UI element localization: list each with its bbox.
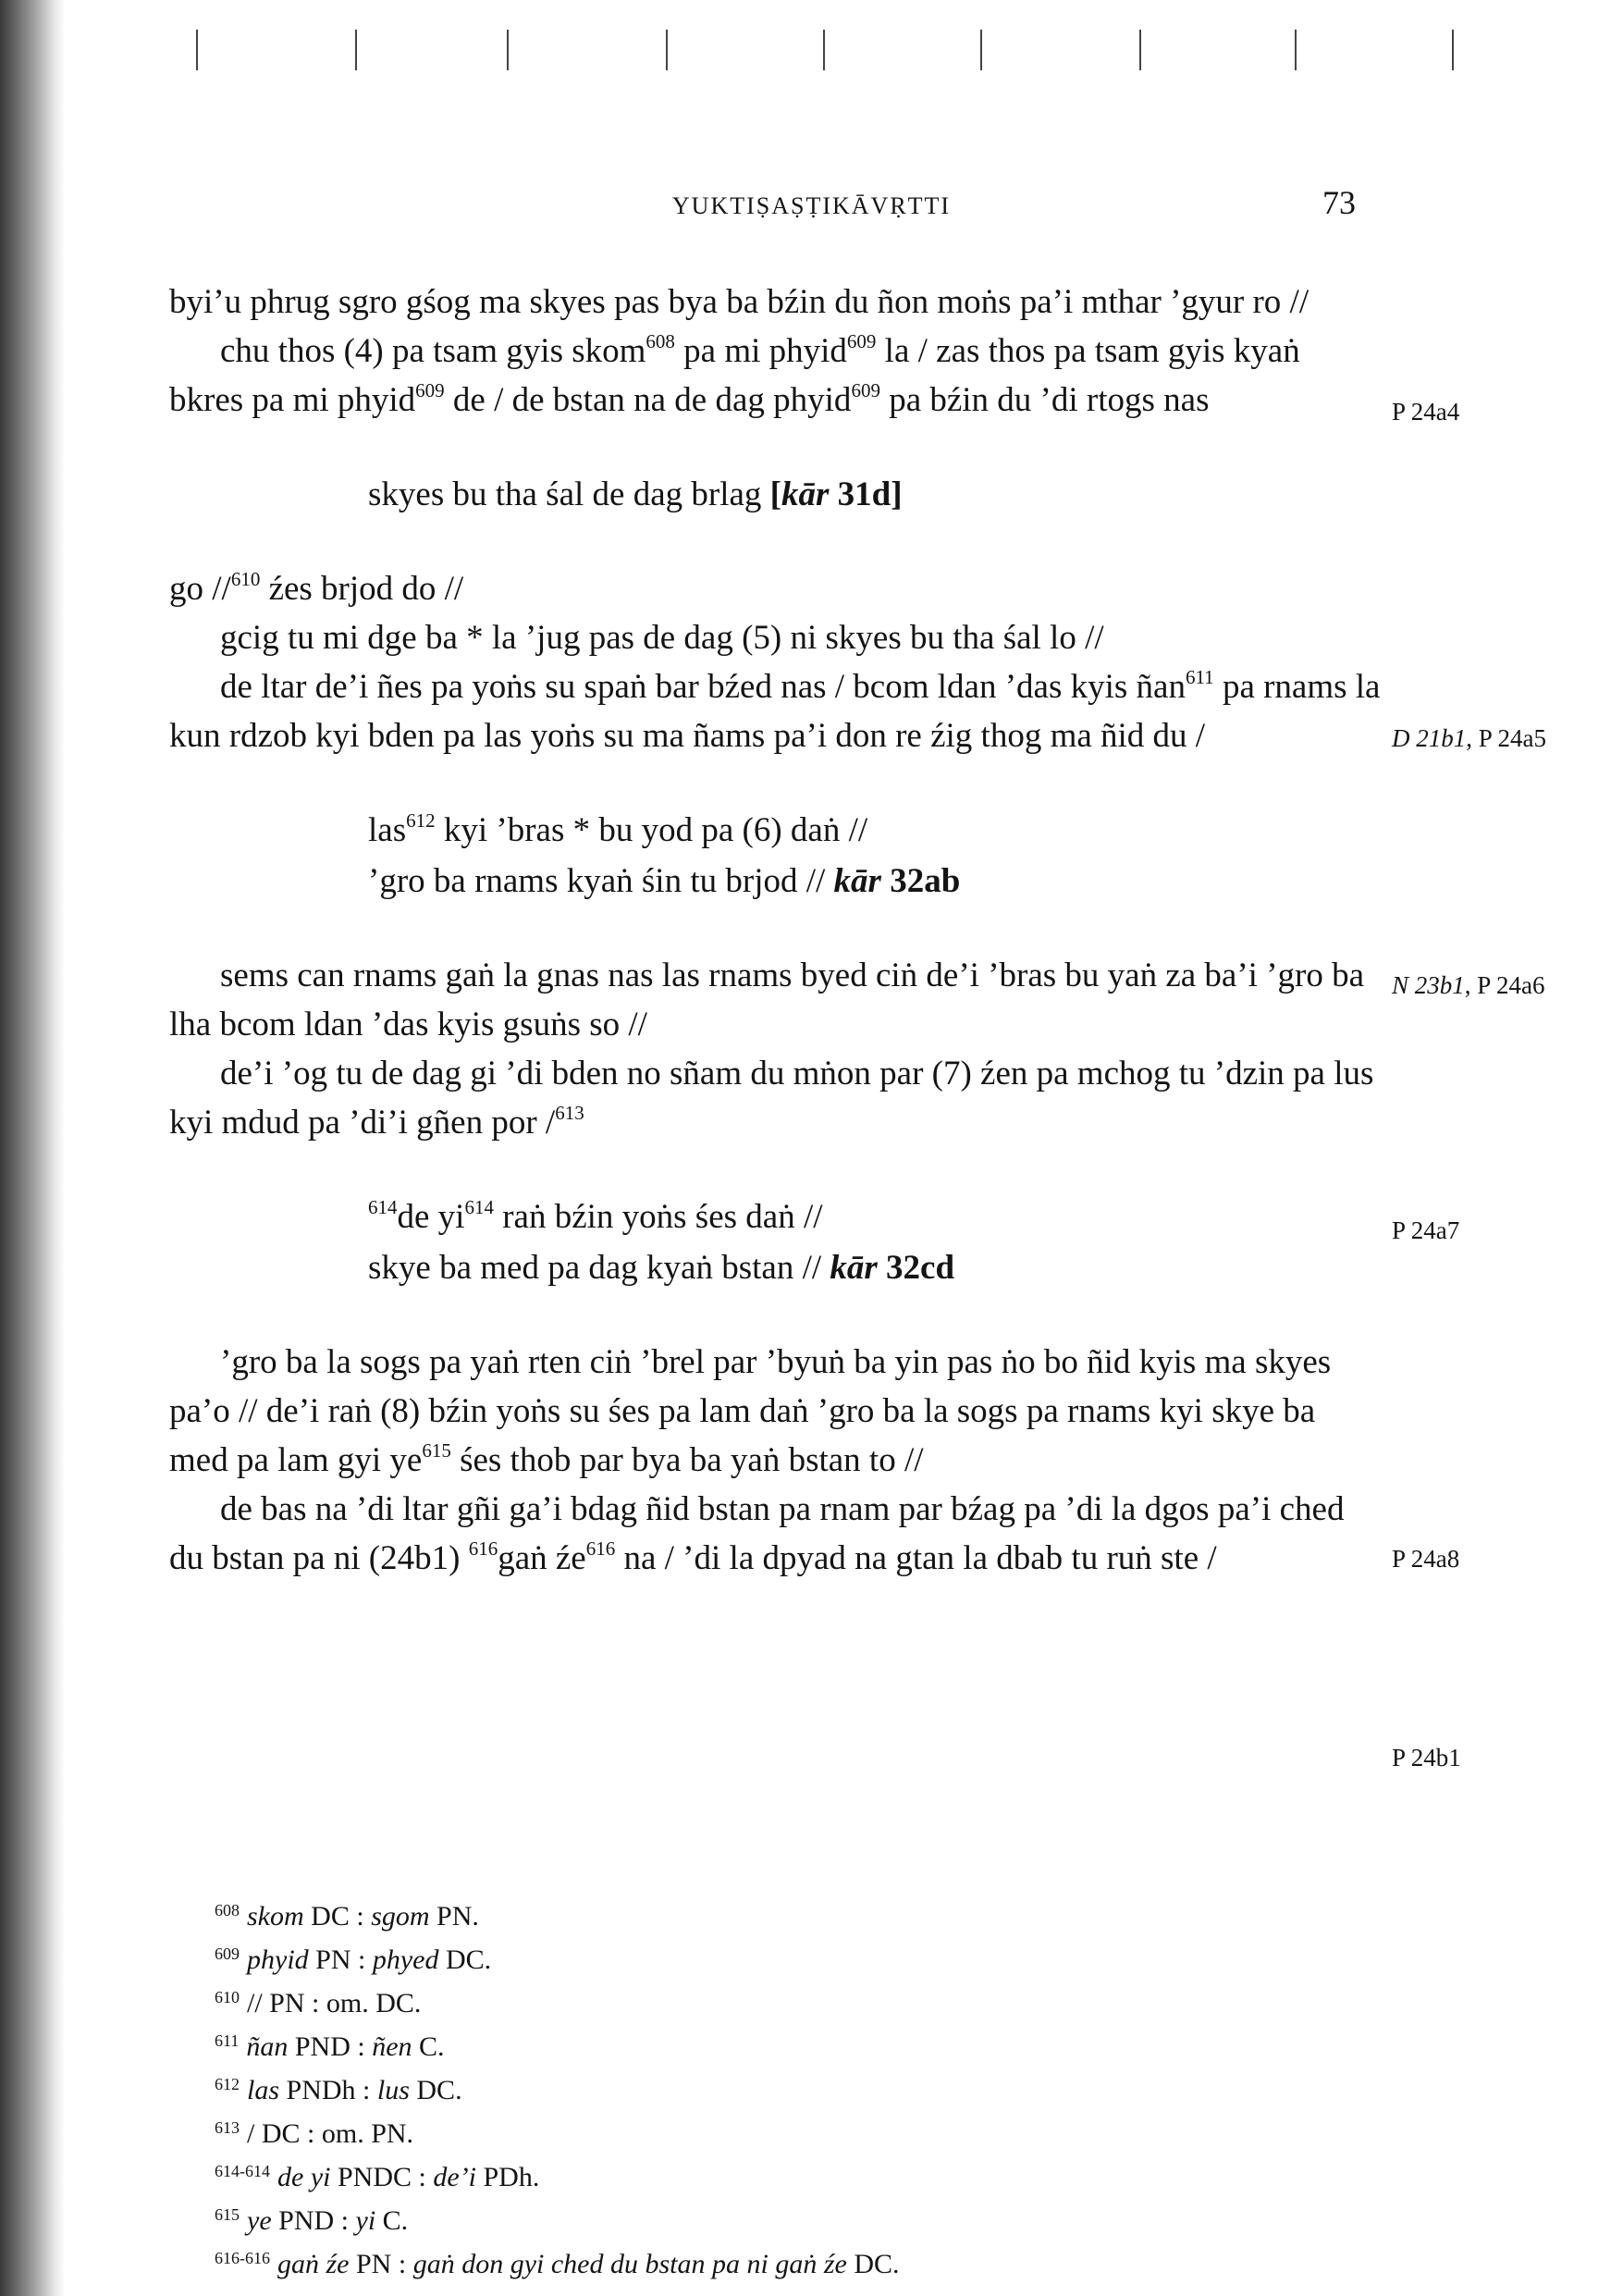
margin-folio-ref: P 24a4 (1392, 398, 1460, 426)
margin-folio-ref: D 21b1, P 24a5 (1392, 724, 1546, 752)
verse-line: $^{614}$de $yi^{614}$ raṅ bźin yoṅs śes daṅ // (368, 1196, 823, 1236)
footnote-ref: 615 (422, 1439, 451, 1462)
paragraph: sems can rnams gaṅ la gnas nas las rnams byed ciṅ de’i ’bras bu yaṅ za ba’i ’gro ba lha bcom ldan ’das kyis gsuṅs so // (169, 957, 1365, 1043)
verse-line: skyes bu tha śal de dag brlag [kār 31d] (368, 475, 903, 513)
ruler-tick (355, 30, 357, 70)
paragraph: byi’u phrug sgro gśog ma skyes pas bya ba bźin du ñon moṅs pa’i mthar ’gyur ro // (169, 283, 1309, 321)
footnote-ref: 612 (406, 809, 436, 832)
margin-folio-ref: P 24a8 (1392, 1545, 1460, 1573)
footnote: $^{608}$ skom DC : sgom PN. (215, 1901, 479, 1932)
ruler-tick (823, 30, 825, 70)
footnote: $^{612}$ las PNDh : lus DC. (215, 2075, 462, 2105)
paragraph: de bas na ’di ltar gñi ga’i bdag ñid bstan pa rnam par bźag pa ’di la dgos pa’i ched du bstan pa ni (24b1) $^{616}$gaṅ $źe^{616}$ na / ’di la dpyad na gtan la dbab tu ruṅ ste / (169, 1490, 1345, 1577)
footnote-ref: 609 (415, 379, 445, 401)
footnotes (215, 1892, 900, 2283)
page-number: 73 (1322, 184, 1356, 221)
paragraph: ’gro ba la sogs pa yaṅ rten ciṅ ’brel par ’byuṅ ba yin pas ṅo bo ñid kyis ma skyes pa’o // de’i raṅ (8) bźin yoṅs su śes pa lam daṅ ’gro ba la sogs pa rnams kyi skye ba med pa lam gyi $ye^{615}$ śes thob par bya ba yaṅ bstan to // (169, 1343, 1332, 1479)
footnote-ref: 611 (1185, 666, 1214, 688)
ruler-tick (196, 30, 198, 70)
footnote-ref: 613 (555, 1102, 584, 1124)
footnote-ref: 616 (585, 1537, 616, 1560)
ruler-tick (507, 30, 509, 70)
margin-folio-ref: P 24a7 (1392, 1216, 1460, 1244)
footnote-ref: 609 (846, 330, 877, 352)
footnote: $^{610}$ // PN : om. DC. (215, 1988, 422, 2018)
verse-line: skye ba med pa dag kyaṅ bstan // kār 32cd (368, 1249, 955, 1287)
footnote: $^{614-614}$ de yi PNDC : de’i PDh. (215, 2162, 540, 2192)
verse-block (368, 805, 1381, 907)
margin-folio-ref: N 23b1, P 24a6 (1392, 971, 1545, 999)
ruler-tick (666, 30, 668, 70)
footnote: $^{609}$ phyid PN : phyed DC. (215, 1944, 492, 1975)
footnote-ref: 608 (646, 330, 675, 352)
footnote-ref: 616 (468, 1537, 498, 1560)
verse-line: ’gro ba rnams kyaṅ śin tu brjod // kār 32ab (368, 862, 961, 900)
footnote: $^{613}$ / DC : om. PN. (215, 2118, 414, 2149)
footnote-ref: 614 (368, 1196, 398, 1218)
verse-block (368, 469, 1381, 520)
paragraph: go //$^{610}$ źes brjod do // (169, 568, 464, 608)
footnote: $^{616-616}$ gaṅ źe PN : gaṅ don gyi ched du bstan pa ni gaṅ źe DC. (215, 2249, 900, 2279)
footnote-ref: 610 (230, 568, 261, 590)
margin-folio-ref: P 24b1 (1392, 1744, 1461, 1771)
verse-line: las$^{612}$ kyi ’bras * bu yod pa (6) daṅ // (368, 809, 868, 849)
ruler-tick (1295, 30, 1297, 70)
verse-block (368, 1191, 1381, 1293)
main-text (169, 278, 1381, 1583)
scan-binding-shadow (0, 0, 65, 2296)
footnote: $^{611}$ ñan PND : ñen C. (215, 2031, 445, 2062)
paragraph: chu thos (4) pa tsam gyis skom$^{608}$ pa mi phyid$^{609}$ la / zas thos pa tsam gyis kyaṅ bkres pa mi phyid$^{609}$ de / de bstan na de dag phyid$^{609}$ pa bźin du ’di rtogs nas (169, 330, 1300, 419)
footnote-ref: 614 (464, 1196, 494, 1218)
paragraph: gcig tu mi dge ba * la ’jug pas de dag (5) ni skyes bu tha śal lo // (220, 619, 1104, 657)
paragraph: de ltar de’i ñes pa yoṅs su spaṅ bar bźed nas / bcom ldan ’das kyis ñan$^{611}$ pa rnams la kun rdzob kyi bden pa las yoṅs su ma ñams pa’i don re źig thog ma ñid du / (169, 666, 1381, 755)
footnote: $^{615}$ ye PND : yi C. (215, 2205, 409, 2236)
running-title: YUKTIṢAṢṬIKĀVṚTTI (671, 192, 952, 219)
footnote-ref: 609 (851, 379, 880, 401)
ruler-tick (1452, 30, 1454, 70)
ruler-tick (980, 30, 982, 70)
paragraph: de’i ’og tu de dag gi ’di bden no sñam du mṅon par (7) źen pa mchog tu ’dzin pa lus kyi mdud pa ’di’i gñen por /$^{613}$ (169, 1055, 1374, 1142)
ruler-tick (1139, 30, 1141, 70)
